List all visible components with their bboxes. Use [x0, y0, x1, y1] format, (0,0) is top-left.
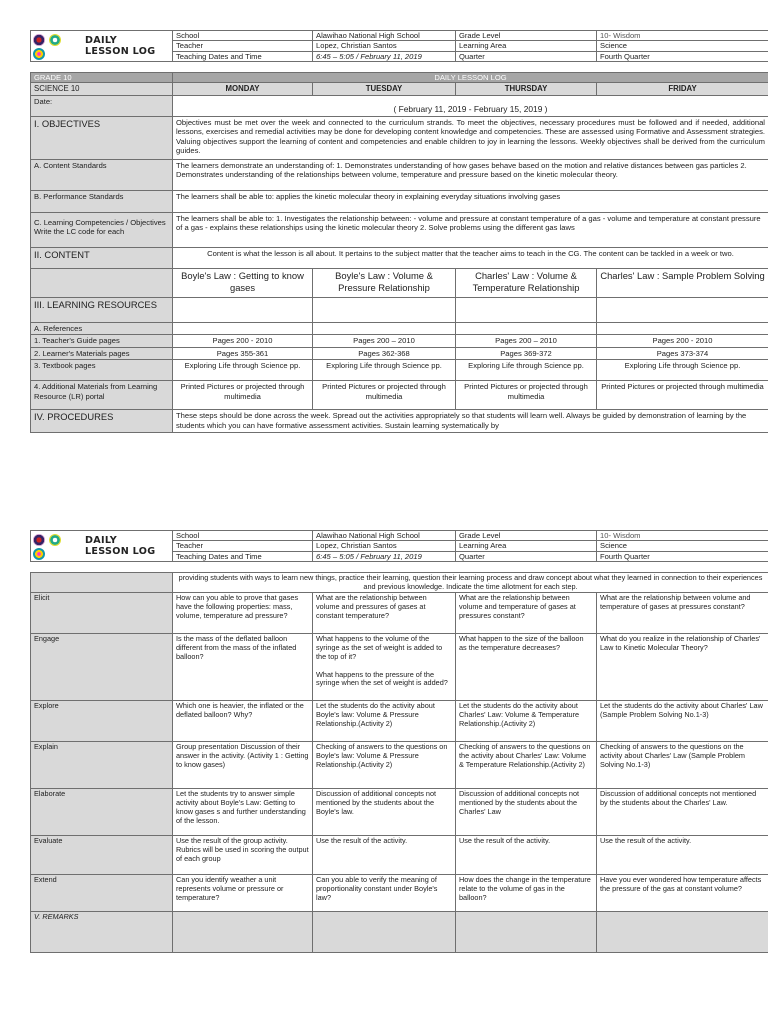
- dates-value: 6:45 – 5:05 / February 11, 2019: [313, 51, 456, 61]
- am-label-line2: Resource (LR) portal: [34, 391, 105, 401]
- elaborate-tuesday: Discussion of additional concepts not mentioned by the students about the Boyle's law.: [313, 789, 456, 836]
- lm-friday: Pages 373-374: [597, 347, 768, 360]
- explain-monday: Group presentation Discussion of their answer in the activity. (Activity 1 : Getting to know gases): [173, 742, 313, 789]
- school-seal-icon: [33, 34, 45, 46]
- content-text: Content is what the lesson is all about. It pertains to the subject matter that the teacher aims to teach in the CG. The content can be tackled in a week or two.: [173, 247, 768, 268]
- resources-cell-thursday: [456, 297, 597, 322]
- content-label: II. CONTENT: [31, 247, 173, 268]
- engage-thursday: What happen to the size of the balloon as the temperature decreases?: [456, 634, 597, 701]
- step-label-explore: Explore: [31, 701, 173, 742]
- evaluate-monday: Use the result of the group activity. Rubrics will be used in scoring the output of each group: [173, 836, 313, 875]
- am-label-line1: 4. Additional Materials from Learning: [34, 382, 158, 392]
- elicit-tuesday: What are the relationship between volume and pressures of gases at constant temperature?: [313, 593, 456, 634]
- dll-title-line1: DAILY: [85, 535, 118, 546]
- teacher-label: Teacher: [173, 41, 313, 51]
- lm-label: 2. Learner's Materials pages: [31, 347, 173, 360]
- date-value: ( February 11, 2019 - February 15, 2019 ): [173, 95, 768, 116]
- step-label-evaluate: Evaluate: [31, 836, 173, 875]
- day-tuesday: TUESDAY: [313, 83, 456, 96]
- explore-tuesday: Let the students do the activity about Boyle's law: Volume & Pressure Relationship.(Activity 2): [313, 701, 456, 742]
- remarks-label: V. REMARKS: [31, 912, 173, 953]
- procedures-label: IV. PROCEDURES: [31, 410, 173, 432]
- am-label: [31, 381, 173, 410]
- logo-cell: [31, 31, 173, 62]
- resources-label: III. LEARNING RESOURCES: [31, 297, 173, 322]
- extend-monday: Can you identify weather a unit represents volume or pressure or temperature?: [173, 875, 313, 912]
- subject-label: SCIENCE 10: [31, 83, 173, 96]
- header-table-2: [30, 530, 768, 562]
- lm-thursday: Pages 369-372: [456, 347, 597, 360]
- quarter-value: Fourth Quarter: [597, 551, 768, 561]
- tg-monday: Pages 200 - 2010: [173, 335, 313, 348]
- engage-friday: What do you realize in the relationship of Charles' Law to Kinetic Molecular Theory?: [597, 634, 768, 701]
- tb-label: 3. Textbook pages: [31, 360, 173, 381]
- bagong-pilipinas-icon: [33, 48, 45, 60]
- dates-label: Teaching Dates and Time: [173, 551, 313, 561]
- references-label: A. References: [31, 322, 173, 335]
- tg-label: 1. Teacher's Guide pages: [31, 335, 173, 348]
- deped-seal-icon: [49, 534, 61, 546]
- area-value: Science: [597, 541, 768, 551]
- logo-cell-2: [31, 531, 173, 562]
- lesson-title-monday: Boyle's Law : Getting to know gases: [173, 268, 313, 297]
- performance-standards-label: B. Performance Standards: [31, 190, 173, 212]
- tg-friday: Pages 200 - 2010: [597, 335, 768, 348]
- competencies-label-line1: C. Learning Competencies / Objectives: [34, 217, 166, 227]
- lesson-title-tuesday: Boyle's Law : Volume & Pressure Relationship: [313, 268, 456, 297]
- dll-title-line2: LESSON LOG: [85, 546, 156, 557]
- objectives-label: I. OBJECTIVES: [31, 116, 173, 159]
- elaborate-friday: Discussion of additional concepts not mentioned by the students about the Charles' Law.: [597, 789, 768, 836]
- tb-monday: Exploring Life through Science pp.: [173, 360, 313, 381]
- competencies-label: [31, 212, 173, 247]
- grade-bar-label: GRADE 10: [31, 73, 173, 83]
- evaluate-thursday: Use the result of the activity.: [456, 836, 597, 875]
- teacher-value: Lopez, Christian Santos: [313, 41, 456, 51]
- quarter-label: Quarter: [456, 51, 597, 61]
- evaluate-tuesday: Use the result of the activity.: [313, 836, 456, 875]
- school-value: Alawihao National High School: [313, 531, 456, 541]
- grade-label: Grade Level: [456, 31, 597, 41]
- grade-value: 10- Wisdom: [597, 531, 768, 541]
- deped-seal-icon: [49, 34, 61, 46]
- bagong-pilipinas-icon: [33, 548, 45, 560]
- extend-friday: Have you ever wondered how temperature affects the pressure of the gas at constant volume?: [597, 875, 768, 912]
- day-thursday: THURSDAY: [456, 83, 597, 96]
- header-table: [30, 30, 768, 62]
- school-seal-icon: [33, 534, 45, 546]
- school-label: School: [173, 531, 313, 541]
- explore-thursday: Let the students do the activity about Charles' Law: Volume & Temperature Relationship.(Activity 2): [456, 701, 597, 742]
- competencies-label-line2: Write the LC code for each: [34, 227, 125, 237]
- grade-value: 10- Wisdom: [597, 31, 768, 41]
- explain-thursday: Checking of answers to the questions on the activity about Charles' Law: Volume & Temperature Relationship.(Activity 2): [456, 742, 597, 789]
- objectives-text: Objectives must be met over the week and connected to the curriculum strands. To meet the objectives, necessary procedures must be followed and if needed, additional lessons, exercises and remedial activities may be done for developing content knowledge and competencies. These are assessed using Formative and Assessment strategies. Valuing objectives support the learning of content and competencies and enable children to joy in learning the lessons. Weekly objectives shall be derived from the curriculum guides.: [173, 116, 768, 159]
- resources-cell-friday: [597, 297, 768, 322]
- tb-tuesday: Exploring Life through Science pp.: [313, 360, 456, 381]
- tg-tuesday: Pages 200 – 2010: [313, 335, 456, 348]
- evaluate-friday: Use the result of the activity.: [597, 836, 768, 875]
- engage-tuesday: [313, 634, 456, 701]
- dates-label: Teaching Dates and Time: [173, 51, 313, 61]
- dll-title-line1: DAILY: [85, 35, 118, 46]
- lesson-title-blank: [31, 268, 173, 297]
- school-value: Alawihao National High School: [313, 31, 456, 41]
- area-label: Learning Area: [456, 541, 597, 551]
- step-label-extend: Extend: [31, 875, 173, 912]
- am-thursday: Printed Pictures or projected through multimedia: [456, 381, 597, 410]
- procedures-table: [30, 572, 768, 953]
- lesson-title-thursday: Charles' Law : Volume & Temperature Relationship: [456, 268, 597, 297]
- lm-tuesday: Pages 362-368: [313, 347, 456, 360]
- day-friday: FRIDAY: [597, 83, 768, 96]
- engage-tuesday-q1: What happens to the volume of the syringe as the set of weight is added to the top of it?: [316, 634, 443, 661]
- elaborate-thursday: Discussion of additional concepts not mentioned by the students about the Charles' Law: [456, 789, 597, 836]
- dll-title-line2: LESSON LOG: [85, 46, 156, 57]
- extend-thursday: How does the change in the temperature relate to the volume of gas in the balloon?: [456, 875, 597, 912]
- step-label-engage: Engage: [31, 634, 173, 701]
- area-label: Learning Area: [456, 41, 597, 51]
- competencies-text: The learners shall be able to: 1. Investigates the relationship between: - volume and pressure at constant temperature of a gas - volume and temperature at constant pressure of a gas - explains these relationships using the kinetic molecular theory 2. Solve problems using the different gas laws: [173, 212, 768, 247]
- extend-tuesday: Can you able to verify the meaning of proportionality constant under Boyle's law?: [313, 875, 456, 912]
- quarter-value: Fourth Quarter: [597, 51, 768, 61]
- engage-monday: Is the mass of the deflated balloon different from the mass of the inflated balloon?: [173, 634, 313, 701]
- step-label-elicit: Elicit: [31, 593, 173, 634]
- dates-value: 6:45 – 5:05 / February 11, 2019: [313, 551, 456, 561]
- am-monday: Printed Pictures or projected through multimedia: [173, 381, 313, 410]
- lm-monday: Pages 355-361: [173, 347, 313, 360]
- step-label-elaborate: Elaborate: [31, 789, 173, 836]
- performance-standards-text: The learners shall be able to: applies the kinetic molecular theory in explaining everyday situations involving gases: [173, 190, 768, 212]
- procedures-text-part2: providing students with ways to learn new things, practice their learning, question their learning process and draw concept about what they learned in connection to their experiences and previous knowledge. Indicate the time allotment for each step.: [173, 573, 768, 593]
- content-standards-text: The learners demonstrate an understanding of: 1. Demonstrates understanding of how gases behave based on the motion and relative distances between gas particles 2. Demonstrates understanding of the relationships between volume, temperature and pressure based on the kinetic molecular theory.: [173, 159, 768, 190]
- elicit-thursday: What are the relationship between volume and temperature of gases at pressures constant?: [456, 593, 597, 634]
- explain-friday: Checking of answers to the questions on the activity about Charles' Law (Sample Problem Solving No.1-3): [597, 742, 768, 789]
- teacher-value: Lopez, Christian Santos: [313, 541, 456, 551]
- remarks-monday: [173, 912, 313, 953]
- elaborate-monday: Let the students try to answer simple activity about Boyle's Law: Getting to know gases s and further understanding of the lesson.: [173, 789, 313, 836]
- resources-cell-tuesday: [313, 297, 456, 322]
- tg-thursday: Pages 200 – 2010: [456, 335, 597, 348]
- grade-label: Grade Level: [456, 531, 597, 541]
- school-label: School: [173, 31, 313, 41]
- resources-cell-monday: [173, 297, 313, 322]
- explore-monday: Which one is heavier, the inflated or the deflated balloon? Why?: [173, 701, 313, 742]
- teacher-label: Teacher: [173, 541, 313, 551]
- remarks-tuesday: [313, 912, 456, 953]
- explore-friday: Let the students do the activity about Charles' Law (Sample Problem Solving No.1-3): [597, 701, 768, 742]
- date-label: Date:: [31, 95, 173, 116]
- content-standards-label: A. Content Standards: [31, 159, 173, 190]
- am-friday: Printed Pictures or projected through multimedia: [597, 381, 768, 410]
- remarks-friday: [597, 912, 768, 953]
- page-1: [30, 30, 768, 433]
- tb-thursday: Exploring Life through Science pp.: [456, 360, 597, 381]
- tb-friday: Exploring Life through Science pp.: [597, 360, 768, 381]
- elicit-monday: How can you able to prove that gases have the following properties: mass, volume, temperature ad pressure?: [173, 593, 313, 634]
- elicit-friday: What are the relationship between volume and temperature of gases at pressures constant?: [597, 593, 768, 634]
- am-tuesday: Printed Pictures or projected through multimedia: [313, 381, 456, 410]
- dll-bar-title: DAILY LESSON LOG: [173, 73, 768, 83]
- step-label-explain: Explain: [31, 742, 173, 789]
- procedures-continued-label: [31, 573, 173, 593]
- engage-tuesday-q2: What happens to the pressure of the syringe when the set of weight is added?: [316, 669, 448, 688]
- area-value: Science: [597, 41, 768, 51]
- remarks-thursday: [456, 912, 597, 953]
- procedures-text-part1: These steps should be done across the week. Spread out the activities appropriately so that students will learn well. Always be guided by demonstration of learning by the students which you can have formative assessment activities. Sustain learning systematically by: [173, 410, 768, 432]
- page-2: [30, 530, 768, 953]
- main-table: [30, 72, 768, 433]
- quarter-label: Quarter: [456, 551, 597, 561]
- day-monday: MONDAY: [173, 83, 313, 96]
- lesson-title-friday: Charles' Law : Sample Problem Solving: [597, 268, 768, 297]
- explain-tuesday: Checking of answers to the questions on Boyle's law: Volume & Pressure Relationship.(Activity 2): [313, 742, 456, 789]
